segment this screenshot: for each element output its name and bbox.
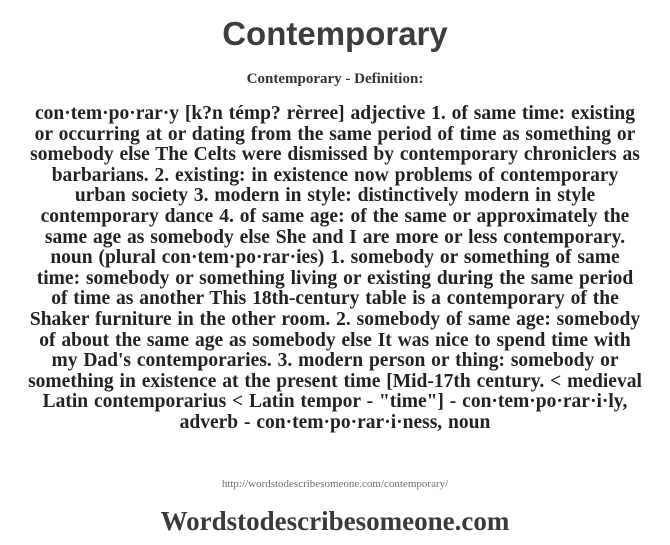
definition-subtitle: Contemporary - Definition: <box>246 71 424 87</box>
page-title: Contemporary <box>222 15 448 52</box>
site-brand: Wordstodescribesomeone.com <box>160 506 510 536</box>
source-url-watermark: http://wordstodescribesomeone.com/contemporary/ <box>221 478 449 490</box>
definition-text: con·tem·po·rar·y [k?n témp? rèrree] adjective 1. of same time: existing or occurring at or dating from the same period of time as something or somebody else The Celts were dismissed by contemporary chroniclers as barbarians. 2. existing: in existence now problems of contemporary urban society 3. modern in style: distinctively modern in style contemporary dance 4. of same age: of the same or approximately the same age as somebody else She and I are more or less contemporary. noun (plural con·tem·po·rar·ies) 1. somebody or something of same time: somebody or something living or existing during the same period of time as another This 18th-century table is a contemporary of the Shaker furniture in the other room. 2. somebody of same age: somebody of about the same age as somebody else It was nice to spend time with my Dad's contemporaries. 3. modern person or thing: somebody or something in existence at the present time [Mid-17th century. < medieval Latin contemporarius < Latin tempor - "time"] - con·tem·po·rar·i·ly, adverb - con·tem·po·rar·i·ness, noun <box>28 103 642 433</box>
